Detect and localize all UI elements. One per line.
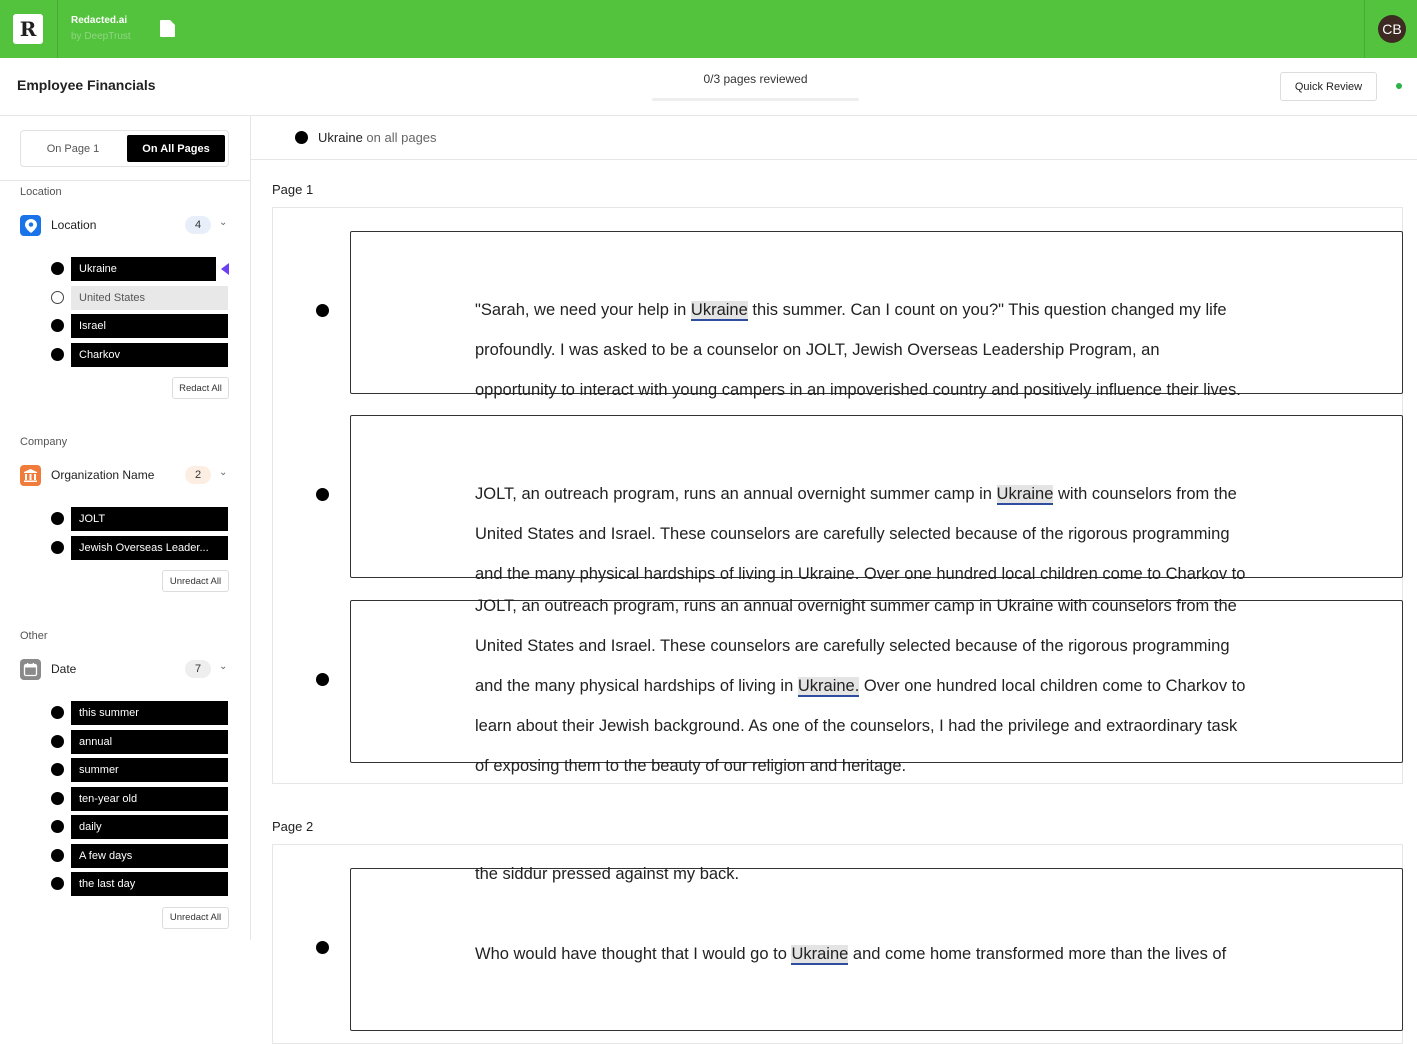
entity-label: ten-year old	[71, 787, 228, 811]
entity-item[interactable]	[50, 507, 230, 531]
status-indicator	[1396, 83, 1402, 89]
redaction-toggle[interactable]	[51, 735, 64, 748]
text-snippet[interactable]	[350, 865, 1403, 1031]
redaction-toggle[interactable]	[51, 541, 64, 554]
text-line: learn about their Jewish background. As one of the counselors, I had the privilege and extraordinary task	[475, 717, 1238, 735]
category-count-badge: 2	[185, 466, 211, 484]
entity-label: Jewish Overseas Leader...	[71, 536, 228, 560]
section-label: Other	[20, 630, 48, 642]
top-bar	[0, 0, 1417, 58]
redact-all-button[interactable]: Redact All	[172, 377, 229, 399]
text-line: JOLT, an outreach program, runs an annual overnight summer camp in Ukraine with counselors from the	[475, 485, 1237, 503]
location-pin-icon	[20, 215, 41, 236]
filter-label	[318, 130, 437, 145]
redaction-toggle[interactable]	[51, 291, 64, 304]
snippet-text	[475, 586, 1315, 786]
highlighted-term[interactable]: Ukraine.	[797, 677, 860, 695]
text-line: of exposing them to the beauty of our religion and heritage.	[475, 757, 907, 775]
entity-item[interactable]	[50, 343, 230, 367]
text-line: and the many physical hardships of living in Ukraine. Over one hundred local children come to Charkov to	[475, 677, 1246, 695]
entity-sidebar	[0, 116, 251, 940]
text-line	[475, 894, 1315, 934]
entity-label: Charkov	[71, 343, 228, 367]
brand-name: Redacted.ai	[71, 15, 128, 26]
text-snippet[interactable]	[350, 415, 1403, 583]
entity-label: Israel	[71, 314, 228, 338]
entity-item[interactable]	[50, 257, 230, 281]
highlighted-term[interactable]: Ukraine	[690, 301, 748, 319]
document-icon[interactable]	[160, 20, 175, 37]
entity-item[interactable]	[50, 844, 230, 868]
entity-label: summer	[71, 758, 228, 782]
entity-label: Ukraine	[71, 257, 216, 281]
category-name: Date	[51, 662, 77, 676]
active-indicator-icon	[221, 263, 229, 275]
calendar-icon	[20, 659, 41, 680]
entity-item[interactable]	[50, 815, 230, 839]
redaction-toggle[interactable]	[51, 792, 64, 805]
text-line: United States and Israel. These counselors are carefully selected because of the rigorous programming	[475, 637, 1230, 655]
logo-letter: R	[19, 17, 37, 41]
document-header	[0, 58, 1417, 116]
toggle-on-all-pages[interactable]: On All Pages	[127, 135, 225, 162]
entity-item[interactable]	[50, 758, 230, 782]
document-viewer	[251, 116, 1417, 963]
entity-item[interactable]	[50, 536, 230, 560]
chevron-down-icon[interactable]: ⌄	[219, 217, 228, 228]
user-avatar[interactable]: CB	[1378, 15, 1406, 43]
category-row[interactable]	[20, 659, 230, 681]
entity-item[interactable]	[50, 872, 230, 896]
divider	[57, 0, 58, 58]
chevron-down-icon[interactable]: ⌄	[219, 661, 228, 672]
filter-bar	[251, 116, 1417, 160]
text-snippet[interactable]	[350, 597, 1403, 775]
unredact-all-button[interactable]: Unredact All	[162, 907, 229, 929]
snippet-text	[475, 854, 1315, 974]
divider	[0, 180, 250, 181]
entity-item[interactable]	[50, 286, 230, 310]
redaction-toggle[interactable]	[51, 849, 64, 862]
page-panel	[272, 207, 1403, 784]
redaction-toggle[interactable]	[51, 512, 64, 525]
filter-redaction-toggle[interactable]	[295, 131, 308, 144]
category-row[interactable]	[20, 215, 230, 237]
snippet-redaction-toggle[interactable]	[316, 488, 329, 501]
unredact-all-button[interactable]: Unredact All	[162, 570, 229, 592]
quick-review-button[interactable]: Quick Review	[1280, 72, 1377, 101]
page-title: Employee Financials	[17, 77, 156, 93]
text-line: opportunity to interact with young campers in an impoverished country and positively influence their lives.	[475, 381, 1241, 399]
entity-label: United States	[71, 286, 228, 310]
building-icon	[20, 465, 41, 486]
page-label: Page 1	[272, 182, 314, 197]
filter-term: Ukraine	[318, 130, 363, 145]
scope-toggle	[20, 130, 229, 167]
highlighted-term[interactable]: Ukraine	[996, 485, 1054, 503]
category-name: Location	[51, 218, 97, 232]
category-row[interactable]	[20, 465, 230, 487]
chevron-down-icon[interactable]: ⌄	[219, 467, 228, 478]
text-line: United States and Israel. These counselors are carefully selected because of the rigorous programming	[475, 525, 1230, 543]
snippet-redaction-toggle[interactable]	[316, 941, 329, 954]
page-panel	[272, 844, 1403, 1044]
entity-label: annual	[71, 730, 228, 754]
review-progress-bar	[652, 98, 859, 101]
entity-item[interactable]	[50, 314, 230, 338]
text-line: "Sarah, we need your help in Ukraine this summer. Can I count on you?" This question changed my life	[475, 301, 1227, 319]
redaction-toggle[interactable]	[51, 877, 64, 890]
entity-item[interactable]	[50, 701, 230, 725]
app-logo[interactable]	[13, 14, 43, 44]
entity-label: A few days	[71, 844, 228, 868]
redaction-toggle[interactable]	[51, 763, 64, 776]
text-line: the siddur pressed against my back.	[475, 865, 740, 883]
divider	[1364, 0, 1365, 58]
snippet-text	[475, 290, 1315, 410]
text-line: JOLT, an outreach program, runs an annual overnight summer camp in Ukraine with counselors from the	[475, 597, 1237, 615]
section-label: Location	[20, 186, 62, 198]
highlighted-term[interactable]: Ukraine	[791, 945, 849, 963]
entity-item[interactable]	[50, 730, 230, 754]
category-name: Organization Name	[51, 468, 155, 482]
redaction-toggle[interactable]	[51, 348, 64, 361]
category-count-badge: 4	[185, 216, 211, 234]
review-progress-text: 0/3 pages reviewed	[703, 72, 808, 86]
filter-scope: on all pages	[366, 130, 437, 145]
entity-label: this summer	[71, 701, 228, 725]
entity-item[interactable]	[50, 787, 230, 811]
page-label: Page 2	[272, 819, 314, 834]
section-label: Company	[20, 436, 68, 448]
redaction-toggle[interactable]	[51, 319, 64, 332]
redaction-toggle[interactable]	[51, 820, 64, 833]
toggle-on-page-1[interactable]: On Page 1	[46, 142, 100, 155]
text-line: and the many physical hardships of living in Ukraine. Over one hundred local children come to Charkov to	[475, 565, 1246, 583]
category-count-badge: 7	[185, 660, 211, 678]
text-line: profoundly. I was asked to be a counselor on JOLT, Jewish Overseas Leadership Program, an	[475, 341, 1160, 359]
snippet-redaction-toggle[interactable]	[316, 673, 329, 686]
snippet-redaction-toggle[interactable]	[316, 304, 329, 317]
redaction-toggle[interactable]	[51, 706, 64, 719]
entity-label: daily	[71, 815, 228, 839]
redaction-toggle[interactable]	[51, 262, 64, 275]
entity-label: the last day	[71, 872, 228, 896]
text-line: Who would have thought that I would go to Ukraine and come home transformed more than the lives of	[475, 945, 1227, 963]
text-snippet[interactable]	[350, 231, 1403, 399]
brand-subtitle: by DeepTrust	[71, 31, 131, 42]
snippet-text	[475, 474, 1315, 594]
entity-label: JOLT	[71, 507, 228, 531]
